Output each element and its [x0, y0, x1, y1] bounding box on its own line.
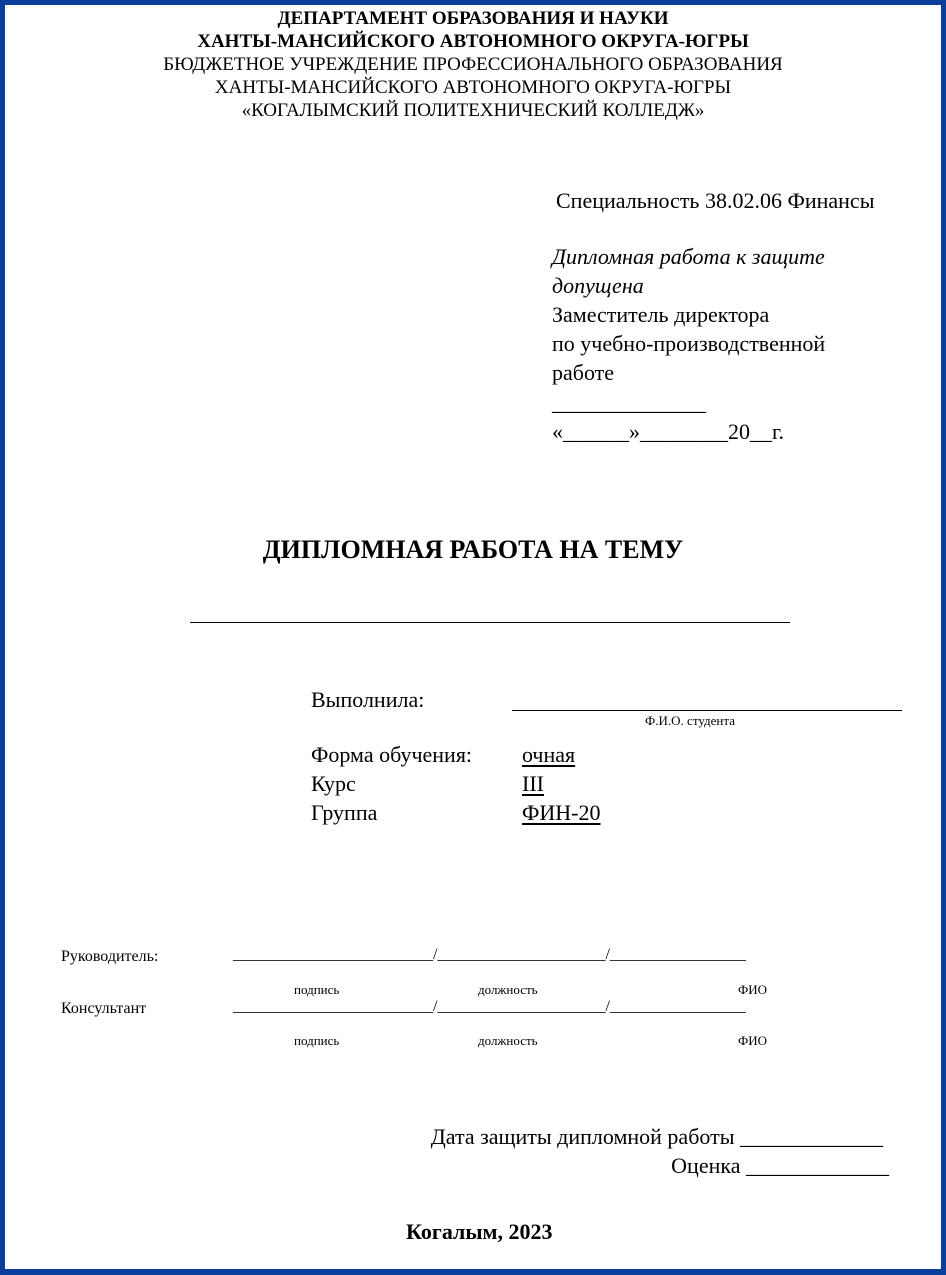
student-name-caption: Ф.И.О. студента [645, 713, 735, 728]
approval-signature-line: ______________ [552, 390, 706, 415]
group-label: Группа [311, 800, 378, 825]
consultant-label: Консультант [61, 1000, 147, 1017]
header-department: ДЕПАРТАМЕНТ ОБРАЗОВАНИЯ И НАУКИ [277, 8, 669, 29]
approval-text-2: допущена [552, 273, 644, 298]
document-title: ДИПЛОМНАЯ РАБОТА НА ТЕМУ [262, 535, 684, 564]
supervisor-caption-signature: подпись [294, 982, 340, 997]
footer-city-year: Когалым, 2023 [406, 1219, 553, 1244]
consultant-signature-line: _________________________/_____________________/_________________ [233, 998, 746, 1015]
approver-role-2: по учебно-производственной [552, 331, 826, 356]
approval-text-1: Дипломная работа к защите [552, 244, 825, 269]
student-name-line [512, 710, 902, 711]
topic-line [190, 622, 790, 623]
header-region-2: ХАНТЫ-МАНСИЙСКОГО АВТОНОМНОГО ОКРУГА-ЮГРЫ [214, 77, 732, 98]
course-label: Курс [311, 771, 356, 796]
supervisor-caption-position: должность [478, 982, 538, 997]
supervisor-caption-name: ФИО [738, 982, 768, 997]
course-value: III [522, 771, 544, 796]
document-page [5, 5, 941, 1269]
approver-role-3: работе [552, 360, 615, 385]
defense-grade: Оценка _____________ [671, 1153, 889, 1178]
group-value: ФИН-20 [522, 800, 601, 825]
supervisor-signature-line: _________________________/_____________________/_________________ [233, 946, 746, 963]
header-region: ХАНТЫ-МАНСИЙСКОГО АВТОНОМНОГО ОКРУГА-ЮГРЫ [197, 31, 749, 52]
header-college-name: «КОГАЛЫМСКИЙ ПОЛИТЕХНИЧЕСКИЙ КОЛЛЕДЖ» [241, 100, 705, 121]
supervisor-label: Руководитель: [61, 948, 159, 965]
form-label: Форма обучения: [311, 742, 473, 767]
form-value: очная [522, 742, 576, 767]
consultant-caption-position: должность [478, 1033, 538, 1048]
defense-date: Дата защиты дипломной работы _____________ [430, 1124, 883, 1149]
header-institution-type: БЮДЖЕТНОЕ УЧРЕЖДЕНИЕ ПРОФЕССИОНАЛЬНОГО ОБРАЗОВАНИЯ [163, 54, 783, 75]
performed-label: Выполнила: [311, 687, 425, 712]
consultant-caption-name: ФИО [738, 1033, 768, 1048]
approval-date-line: «______»________20__г. [552, 419, 785, 444]
approver-role-1: Заместитель директора [552, 302, 770, 327]
specialty: Специальность 38.02.06 Финансы [556, 188, 875, 213]
consultant-caption-signature: подпись [294, 1033, 340, 1048]
